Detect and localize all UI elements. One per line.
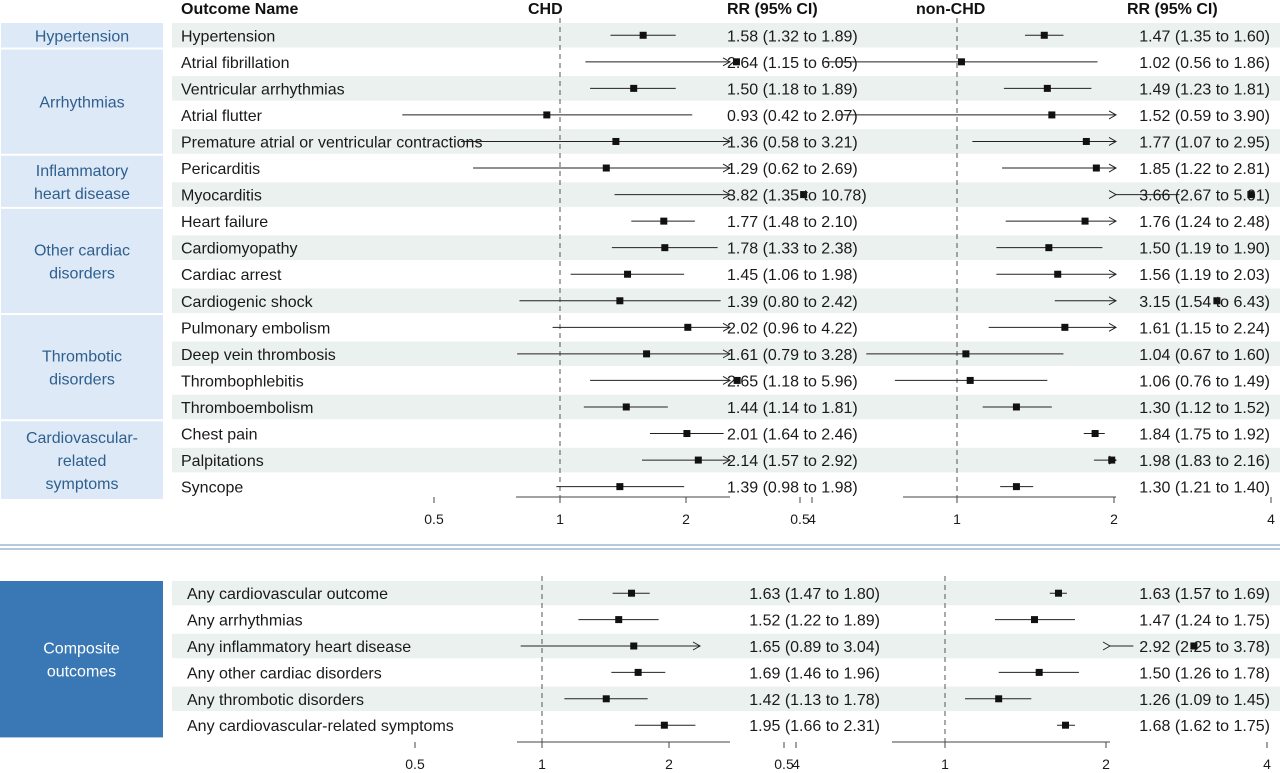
forest-panel-2 — [0, 576, 1280, 772]
nonchd-rr-value: 2.92 (2.25 to 3.78) — [1139, 639, 1270, 656]
x-tick-label: 1 — [556, 511, 564, 527]
header-chd: CHD — [528, 1, 563, 18]
x-tick-label: 4 — [1267, 511, 1275, 527]
group-label: heart disease — [33, 185, 131, 203]
point-estimate — [1013, 403, 1020, 410]
row-stripe — [172, 23, 1280, 48]
point-estimate — [616, 483, 623, 490]
row-stripe — [172, 235, 1280, 260]
nonchd-rr-value: 1.61 (1.15 to 2.24) — [1139, 320, 1270, 338]
group-label: Composite — [43, 640, 120, 658]
group-label: Arrhythmias — [39, 94, 125, 112]
chd-rr-value: 3.82 (1.35 to 10.78) — [727, 187, 867, 205]
chd-rr-value: 1.52 (1.22 to 1.89) — [749, 612, 880, 630]
nonchd-rr-value: 1.06 (0.76 to 1.49) — [1139, 373, 1270, 391]
point-estimate — [1082, 218, 1089, 225]
point-estimate — [1092, 430, 1099, 437]
chd-rr-value: 1.50 (1.18 to 1.89) — [727, 81, 858, 99]
header-nonchd: non-CHD — [916, 1, 986, 18]
point-estimate — [1061, 324, 1068, 331]
nonchd-rr-value: 1.52 (0.59 to 3.90) — [1139, 107, 1270, 125]
chd-rr-value: 1.58 (1.32 to 1.89) — [727, 28, 858, 46]
nonchd-rr-value: 1.49 (1.23 to 1.81) — [1139, 81, 1270, 99]
chd-rr-value: 1.77 (1.48 to 2.10) — [727, 214, 858, 232]
group-box — [1, 209, 163, 313]
outcome-name: Pericarditis — [181, 161, 261, 179]
chd-rr-value: 1.36 (0.58 to 3.21) — [727, 134, 858, 152]
nonchd-rr-value: 1.76 (1.24 to 2.48) — [1139, 214, 1270, 232]
outcome-name: Deep vein thrombosis — [181, 346, 336, 364]
chd-rr-value: 2.65 (1.18 to 5.96) — [727, 373, 858, 391]
nonchd-rr-value: 1.85 (1.22 to 2.81) — [1139, 161, 1270, 179]
x-tick-label: 1 — [538, 756, 546, 772]
point-estimate — [1031, 616, 1038, 623]
nonchd-rr-value: 1.47 (1.35 to 1.60) — [1139, 28, 1270, 46]
outcome-name: Premature atrial or ventricular contractions — [181, 134, 483, 152]
group-label: Hypertension — [34, 28, 130, 46]
point-estimate — [603, 695, 610, 702]
chd-rr-value: 1.45 (1.06 to 1.98) — [727, 267, 858, 285]
point-estimate — [962, 350, 969, 357]
chd-rr-value: 0.93 (0.42 to 2.07) — [727, 107, 858, 125]
nonchd-rr-value: 3.66 (2.67 to 5.01) — [1139, 187, 1270, 205]
point-estimate — [1054, 271, 1061, 278]
point-estimate — [616, 297, 623, 304]
outcome-name: Thromboembolism — [181, 399, 314, 417]
nonchd-rr-value: 1.50 (1.26 to 1.78) — [1139, 665, 1270, 683]
outcome-name: Myocarditis — [181, 187, 262, 205]
point-estimate — [623, 403, 630, 410]
group-label: Cardiovascular- — [25, 430, 139, 448]
chd-rr-value: 1.44 (1.14 to 1.81) — [727, 399, 858, 417]
chd-rr-value: 1.39 (0.80 to 2.42) — [727, 293, 858, 311]
outcome-name: Any arrhythmias — [187, 612, 303, 630]
outcome-name: Atrial flutter — [181, 107, 262, 125]
nonchd-rr-value: 1.26 (1.09 to 1.45) — [1139, 691, 1270, 709]
point-estimate — [1055, 590, 1062, 597]
outcome-name: Any thrombotic disorders — [187, 691, 364, 709]
outcome-name: Any cardiovascular-related symptoms — [187, 718, 454, 736]
point-estimate — [661, 722, 668, 729]
chd-rr-value: 1.63 (1.47 to 1.80) — [749, 586, 880, 604]
outcome-name: Cardiac arrest — [181, 267, 282, 285]
point-estimate — [660, 218, 667, 225]
point-estimate — [683, 430, 690, 437]
outcome-name: Palpitations — [181, 453, 264, 471]
point-estimate — [684, 324, 691, 331]
forest-panel-1 — [1, 18, 1280, 527]
chd-rr-value: 2.02 (0.96 to 4.22) — [727, 320, 858, 338]
outcome-name: Cardiogenic shock — [181, 293, 313, 311]
x-tick-label: 2 — [1110, 511, 1118, 527]
point-estimate — [615, 616, 622, 623]
nonchd-rr-value: 3.15 (1.54 to 6.43) — [1139, 293, 1270, 311]
chd-rr-value: 2.01 (1.64 to 2.46) — [727, 426, 858, 444]
point-estimate — [1083, 138, 1090, 145]
chd-rr-value: 1.78 (1.33 to 2.38) — [727, 240, 858, 258]
outcome-name: Cardiomyopathy — [181, 240, 298, 258]
group-box — [1, 315, 163, 419]
group-label: disorders — [49, 265, 115, 283]
header-nonchd-rr: RR (95% CI) — [1127, 1, 1218, 18]
x-tick-label: 4 — [808, 511, 816, 527]
x-tick-label: 2 — [1102, 756, 1110, 772]
chd-rr-value: 1.65 (0.89 to 3.04) — [749, 639, 880, 656]
outcome-name: Thrombophlebitis — [181, 373, 304, 391]
group-label: Thrombotic — [41, 348, 123, 366]
outcome-name: Ventricular arrhythmias — [181, 81, 345, 99]
x-tick-label: 4 — [1263, 756, 1271, 772]
point-estimate — [1044, 85, 1051, 92]
x-tick-label: 1 — [941, 756, 949, 772]
group-label: outcomes — [46, 663, 117, 681]
forest-plot-content — [0, 18, 1280, 772]
point-estimate — [1093, 165, 1100, 172]
group-box — [0, 581, 163, 737]
outcome-name: Hypertension — [181, 28, 276, 46]
point-estimate — [630, 643, 637, 650]
point-estimate — [624, 271, 631, 278]
point-estimate — [543, 111, 550, 118]
outcome-name: Heart failure — [181, 214, 269, 232]
point-estimate — [1062, 722, 1069, 729]
point-estimate — [995, 695, 1002, 702]
nonchd-rr-value: 1.04 (0.67 to 1.60) — [1139, 346, 1270, 364]
nonchd-rr-value: 1.50 (1.19 to 1.90) — [1139, 240, 1270, 258]
point-estimate — [640, 32, 647, 39]
point-estimate — [628, 590, 635, 597]
x-tick-label: 2 — [682, 511, 690, 527]
group-label: Inflammatory — [35, 162, 129, 180]
point-estimate — [967, 377, 974, 384]
outcome-name: Syncope — [181, 479, 244, 497]
outcome-name: Any inflammatory heart disease — [187, 639, 412, 656]
x-tick-label: 0.5 — [774, 756, 794, 772]
header-outcome-name: Outcome Name — [181, 1, 299, 18]
chd-rr-value: 1.29 (0.62 to 2.69) — [727, 161, 858, 179]
point-estimate — [1045, 244, 1052, 251]
nonchd-rr-value: 1.56 (1.19 to 2.03) — [1139, 267, 1270, 285]
outcome-name: Pulmonary embolism — [181, 320, 331, 338]
chd-rr-value: 1.61 (0.79 to 3.28) — [727, 346, 858, 364]
outcome-name: Any other cardiac disorders — [187, 665, 382, 683]
outcome-name: Any cardiovascular outcome — [187, 586, 388, 604]
nonchd-rr-value: 1.47 (1.24 to 1.75) — [1139, 612, 1270, 630]
chd-rr-value: 1.69 (1.46 to 1.96) — [749, 665, 880, 683]
chd-rr-value: 1.95 (1.66 to 2.31) — [749, 718, 880, 736]
x-tick-label: 1 — [953, 511, 961, 527]
group-label: disorders — [49, 371, 115, 389]
x-tick-label: 0.5 — [790, 511, 810, 527]
point-estimate — [661, 244, 668, 251]
point-estimate — [1108, 457, 1115, 464]
point-estimate — [603, 165, 610, 172]
group-label: Other cardiac — [33, 242, 131, 260]
nonchd-rr-value: 1.84 (1.75 to 1.92) — [1139, 426, 1270, 444]
outcome-name: Chest pain — [181, 426, 258, 444]
point-estimate — [695, 457, 702, 464]
x-tick-label: 2 — [665, 756, 673, 772]
group-label: related — [57, 453, 107, 471]
nonchd-rr-value: 1.77 (1.07 to 2.95) — [1139, 134, 1270, 152]
header-chd-rr: RR (95% CI) — [727, 1, 818, 18]
chd-rr-value: 2.14 (1.57 to 2.92) — [727, 453, 858, 471]
chd-rr-value: 1.42 (1.13 to 1.78) — [749, 691, 880, 709]
chd-rr-value: 2.64 (1.15 to 6.05) — [727, 54, 858, 72]
point-estimate — [1036, 669, 1043, 676]
x-tick-label: 4 — [792, 756, 800, 772]
x-tick-label: 0.5 — [424, 511, 444, 527]
point-estimate — [635, 669, 642, 676]
nonchd-rr-value: 1.98 (1.83 to 2.16) — [1139, 453, 1270, 471]
point-estimate — [643, 350, 650, 357]
group-label: symptoms — [45, 476, 119, 494]
nonchd-rr-value: 1.63 (1.57 to 1.69) — [1139, 586, 1270, 604]
x-tick-label: 0.5 — [405, 756, 425, 772]
row-stripe — [172, 395, 1280, 420]
point-estimate — [958, 58, 965, 65]
point-estimate — [630, 85, 637, 92]
point-estimate — [1048, 111, 1055, 118]
nonchd-rr-value: 1.30 (1.12 to 1.52) — [1139, 399, 1270, 417]
point-estimate — [1013, 483, 1020, 490]
nonchd-rr-value: 1.68 (1.62 to 1.75) — [1139, 718, 1270, 736]
nonchd-rr-value: 1.02 (0.56 to 1.86) — [1139, 54, 1270, 72]
nonchd-rr-value: 1.30 (1.21 to 1.40) — [1139, 479, 1270, 497]
outcome-name: Atrial fibrillation — [181, 54, 290, 72]
chd-rr-value: 1.39 (0.98 to 1.98) — [727, 479, 858, 497]
point-estimate — [1041, 32, 1048, 39]
point-estimate — [612, 138, 619, 145]
